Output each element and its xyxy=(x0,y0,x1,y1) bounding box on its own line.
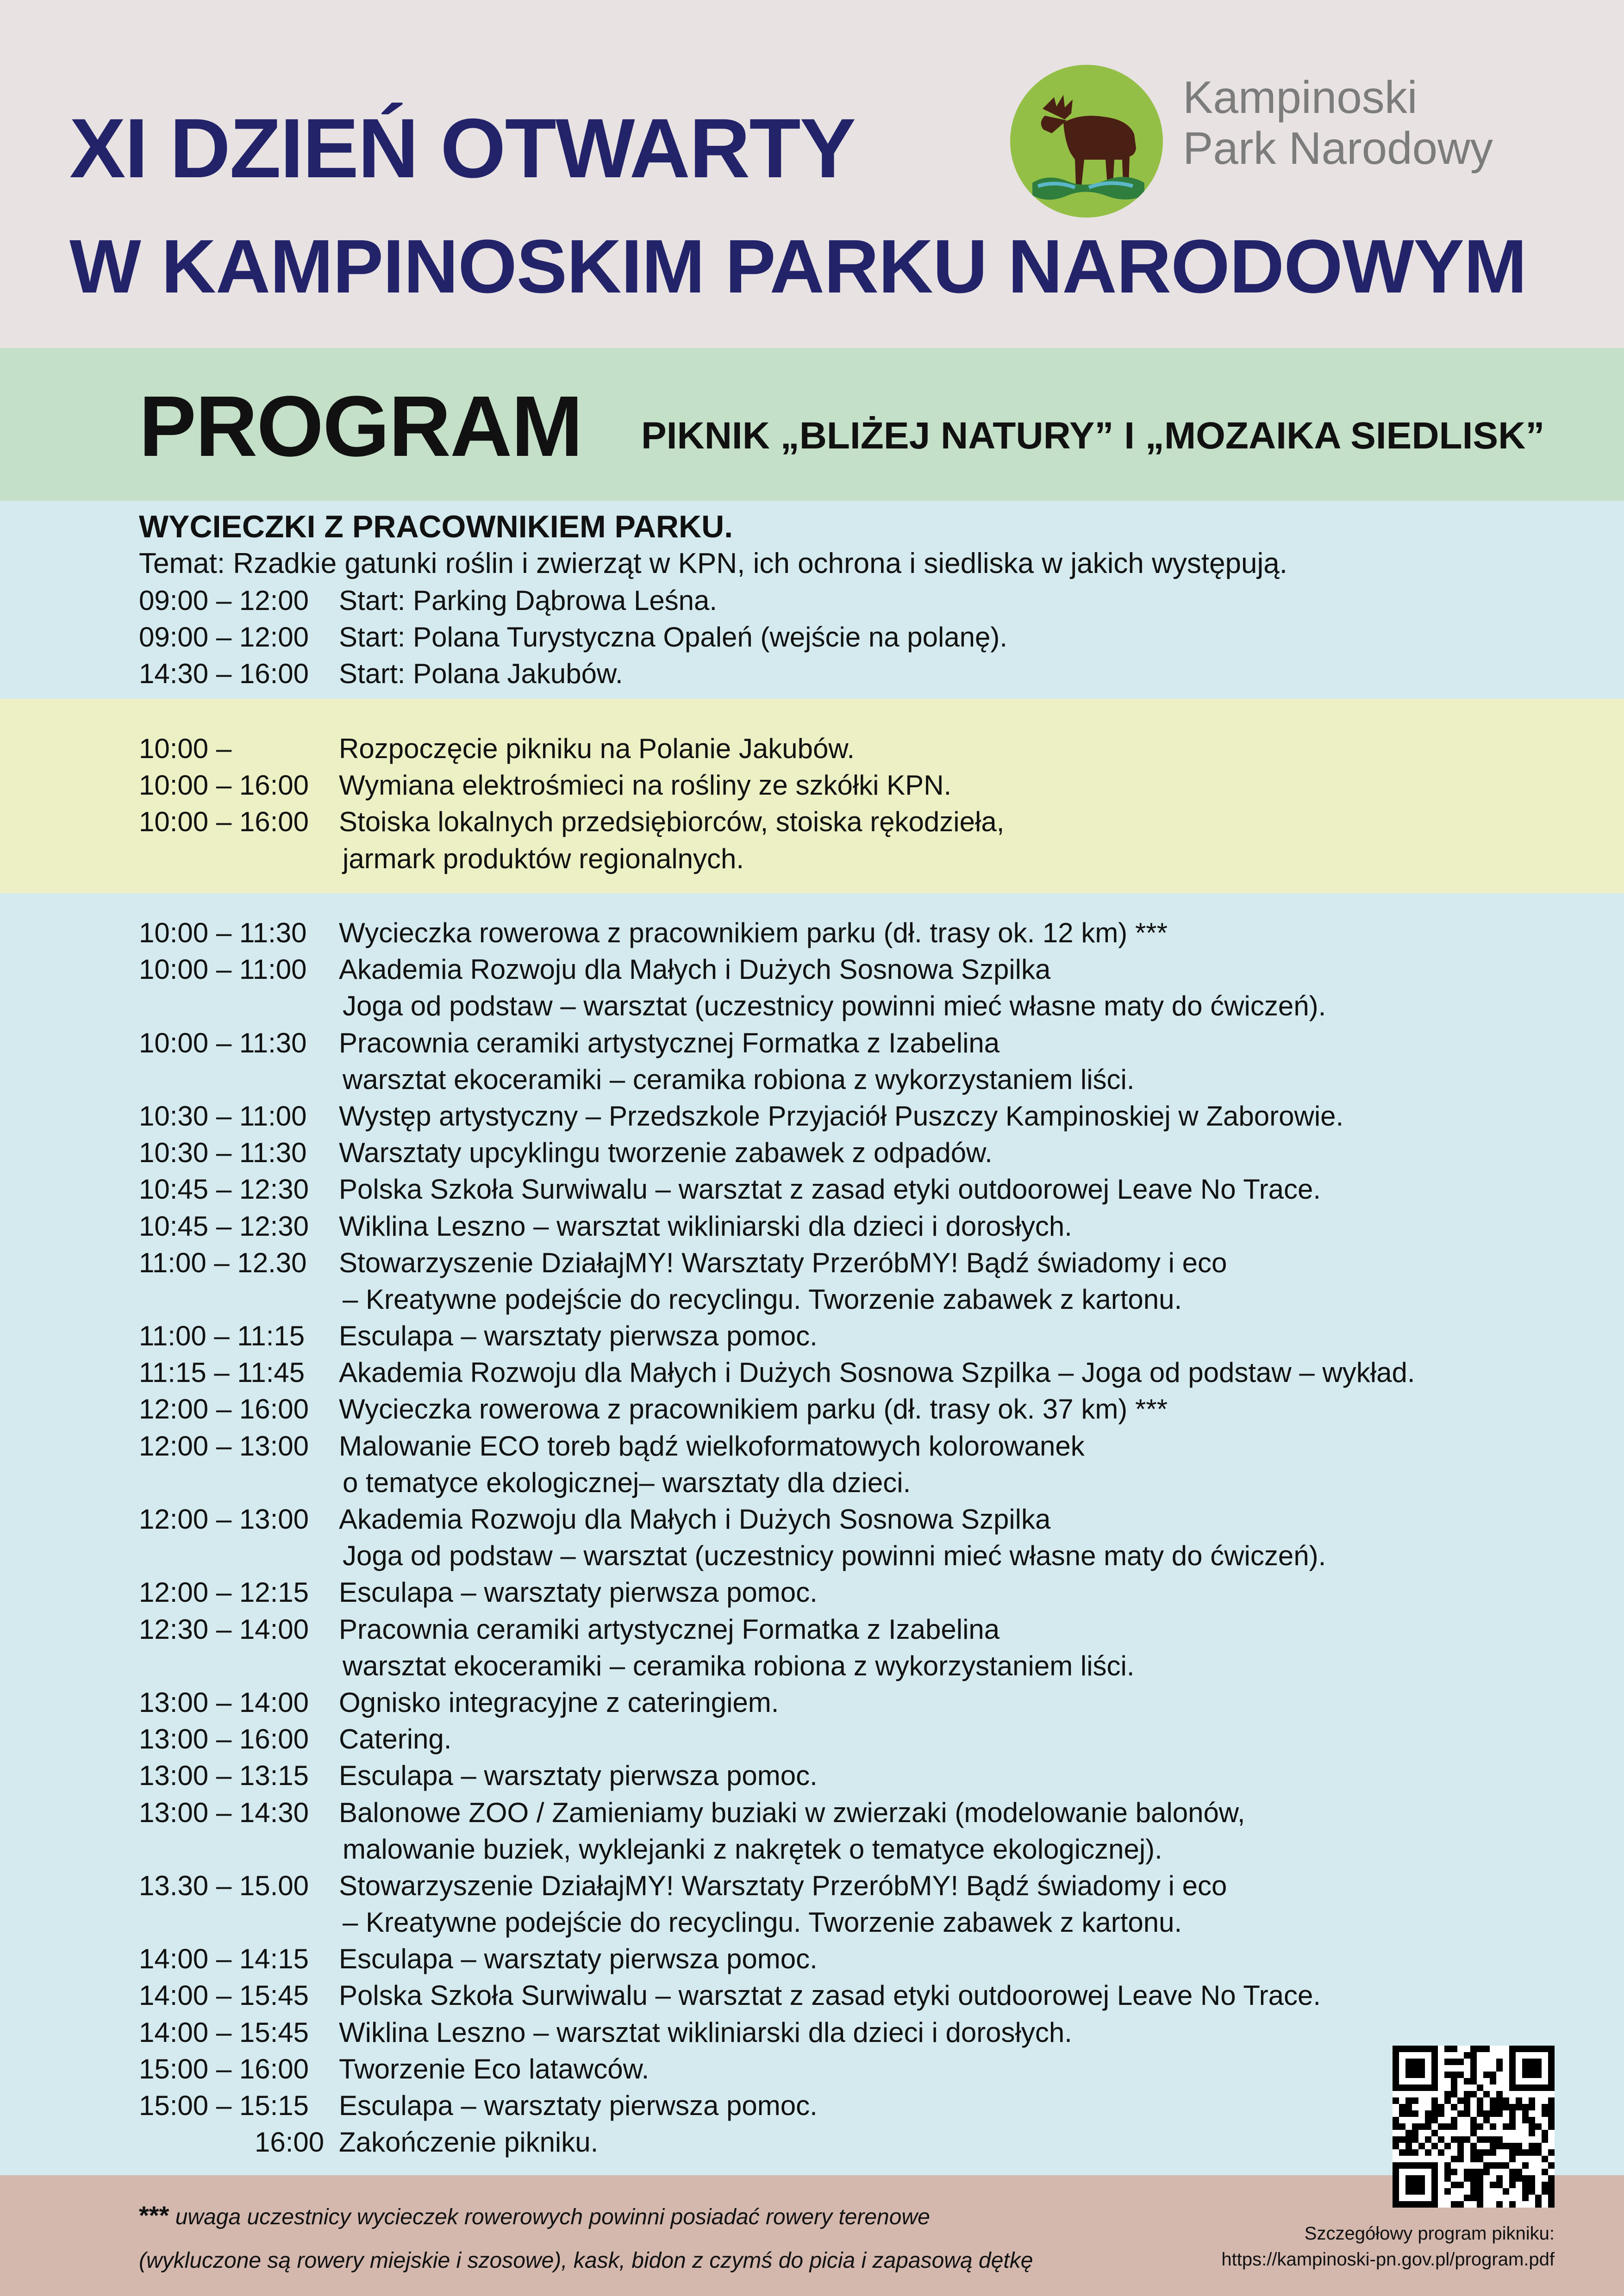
main-title-line2: W KAMPINOSKIM PARKU NARODOWYM xyxy=(69,224,1527,309)
schedule-time: 10:00 – 11:30 xyxy=(139,1027,307,1058)
schedule-time: 13:00 – 14:30 xyxy=(139,1797,309,1828)
schedule-description: Stowarzyszenie DziałajMY! Warsztaty PrzeróbMY! Bądź świadomy i eco xyxy=(339,1870,1227,1901)
schedule-time: 10:45 – 12:30 xyxy=(139,1210,309,1242)
schedule-description: Wymiana elektrośmieci na rośliny ze szkółki KPN. xyxy=(339,770,952,801)
schedule-description: Start: Polana Jakubów. xyxy=(339,658,623,690)
footer-note-text1: uwaga uczestnicy wycieczek rowerowych powinni posiadać rowery terenowe xyxy=(169,2205,930,2229)
schedule-description: Esculapa – warsztaty pierwsza pomoc. xyxy=(339,2090,818,2121)
schedule-time: 12:00 – 13:00 xyxy=(139,1504,309,1535)
footer-note-line2: (wykluczone są rowery miejskie i szosowe), kask, bidon z czymś do picia i zapasową dętkę xyxy=(139,2248,1033,2273)
schedule-description: Wycieczka rowerowa z pracownikiem parku (dł. trasy ok. 12 km) *** xyxy=(339,917,1168,948)
schedule-description: Wycieczka rowerowa z pracownikiem parku (dł. trasy ok. 37 km) *** xyxy=(339,1394,1168,1425)
schedule-time: 16:00 xyxy=(255,2127,325,2158)
schedule-time: 09:00 – 12:00 xyxy=(139,585,309,616)
schedule-description: Catering. xyxy=(339,1724,452,1755)
qr-code[interactable] xyxy=(1393,2046,1555,2208)
schedule-time: 15:00 – 15:15 xyxy=(139,2090,309,2121)
schedule-time: 13.30 – 15.00 xyxy=(139,1870,309,1901)
schedule-time: 13:00 – 16:00 xyxy=(139,1724,309,1755)
moose-icon xyxy=(1010,65,1163,218)
schedule-description: Start: Polana Turystyczna Opaleń (wejście na polanę). xyxy=(339,622,1008,653)
schedule-time: 10:00 – 16:00 xyxy=(139,770,309,801)
schedule-description: o tematyce ekologicznej– warsztaty dla dzieci. xyxy=(343,1467,911,1498)
footer-link-label: Szczegółowy program pikniku: xyxy=(1304,2223,1555,2244)
footer-note xyxy=(139,2194,1033,2283)
schedule-time: 10:00 – 11:00 xyxy=(139,954,307,985)
schedule-description: Występ artystyczny – Przedszkole Przyjaciół Puszczy Kampinoskiej w Zaborowie. xyxy=(339,1100,1344,1132)
schedule-description: Tworzenie Eco latawców. xyxy=(339,2053,650,2084)
schedule-description: Polska Szkoła Surwiwalu – warsztat z zasad etyki outdoorowej Leave No Trace. xyxy=(339,1174,1321,1205)
schedule-time: 12:30 – 14:00 xyxy=(139,1613,309,1645)
schedule-time: 11:00 – 12.30 xyxy=(139,1247,307,1278)
schedule-description: Esculapa – warsztaty pierwsza pomoc. xyxy=(339,1577,818,1608)
schedule-time: 09:00 – 12:00 xyxy=(139,622,309,653)
schedule-description: warsztat ekoceramiki – ceramika robiona z wykorzystaniem liści. xyxy=(343,1064,1135,1095)
schedule-time: 11:15 – 11:45 xyxy=(139,1357,305,1388)
footer-note-stars: *** xyxy=(139,2201,169,2230)
schedule-description: Joga od podstaw – warsztat (uczestnicy powinni mieć własne maty do ćwiczeń). xyxy=(343,990,1326,1022)
schedule-time: 14:00 – 15:45 xyxy=(139,1980,309,2011)
schedule-description: Esculapa – warsztaty pierwsza pomoc. xyxy=(339,1320,818,1352)
trips-heading: WYCIECZKI Z PRACOWNIKIEM PARKU. xyxy=(139,509,733,544)
schedule-description: Pracownia ceramiki artystycznej Formatka z Izabelina xyxy=(339,1027,1000,1058)
schedule-description: – Kreatywne podejście do recyclingu. Tworzenie zabawek z kartonu. xyxy=(343,1283,1182,1315)
schedule-time: 10:30 – 11:00 xyxy=(139,1100,307,1132)
schedule-description: Rozpoczęcie pikniku na Polanie Jakubów. xyxy=(339,733,855,764)
trips-topic: Temat: Rzadkie gatunki roślin i zwierząt w KPN, ich ochrona i siedliska w jakich występują. xyxy=(139,548,1287,579)
schedule-time: 11:00 – 11:15 xyxy=(139,1320,305,1352)
schedule-description: Polska Szkoła Surwiwalu – warsztat z zasad etyki outdoorowej Leave No Trace. xyxy=(339,1980,1321,2011)
park-name xyxy=(1183,72,1493,174)
main-title-line1: XI DZIEŃ OTWARTY xyxy=(69,101,855,195)
schedule-description: Akademia Rozwoju dla Małych i Dużych Sosnowa Szpilka xyxy=(339,954,1051,985)
park-name-line1: Kampinoski xyxy=(1183,72,1418,123)
footer-link-url[interactable]: https://kampinoski-pn.gov.pl/program.pdf xyxy=(1221,2249,1555,2270)
schedule-time: 13:00 – 13:15 xyxy=(139,1760,309,1792)
schedule-description: malowanie buziek, wyklejanki z nakrętek o tematyce ekologicznej). xyxy=(343,1833,1162,1865)
schedule-time: 10:00 – 11:30 xyxy=(139,917,307,948)
schedule-description: Akademia Rozwoju dla Małych i Dużych Sosnowa Szpilka – Joga od podstaw – wykład. xyxy=(339,1357,1415,1388)
program-title: PROGRAM xyxy=(139,379,582,474)
schedule-description: Stoiska lokalnych przedsiębiorców, stoiska rękodzieła, xyxy=(339,806,1005,838)
schedule-description: Balonowe ZOO / Zamieniamy buziaki w zwierzaki (modelowanie balonów, xyxy=(339,1797,1245,1828)
schedule-time: 10:30 – 11:30 xyxy=(139,1137,307,1169)
schedule-time: 15:00 – 16:00 xyxy=(139,2053,309,2084)
schedule-time: 10:00 – xyxy=(139,733,232,764)
schedule-time: 14:30 – 16:00 xyxy=(139,658,309,690)
schedule-description: Esculapa – warsztaty pierwsza pomoc. xyxy=(339,1760,818,1792)
schedule-time: 12:00 – 12:15 xyxy=(139,1577,309,1608)
footer-link-block xyxy=(1221,2221,1555,2272)
schedule-description: Warsztaty upcyklingu tworzenie zabawek z odpadów. xyxy=(339,1137,993,1169)
schedule-time: 13:00 – 14:00 xyxy=(139,1686,309,1718)
schedule-description: Esculapa – warsztaty pierwsza pomoc. xyxy=(339,1943,818,1975)
schedule-time: 12:00 – 16:00 xyxy=(139,1394,309,1425)
schedule-description: Malowanie ECO toreb bądź wielkoformatowych kolorowanek xyxy=(339,1430,1085,1462)
schedule-description: Stowarzyszenie DziałajMY! Warsztaty PrzeróbMY! Bądź świadomy i eco xyxy=(339,1247,1227,1278)
schedule-description: Zakończenie pikniku. xyxy=(339,2127,599,2158)
schedule-time: 10:45 – 12:30 xyxy=(139,1174,309,1205)
trips-section xyxy=(139,508,1287,582)
schedule-description: warsztat ekoceramiki – ceramika robiona z wykorzystaniem liści. xyxy=(343,1650,1135,1681)
qr-code-icon xyxy=(1393,2046,1555,2208)
schedule-time: 14:00 – 15:45 xyxy=(139,2016,309,2048)
schedule-time: 10:00 – 16:00 xyxy=(139,806,309,838)
schedule-description: Wiklina Leszno – warsztat wikliniarski dla dzieci i dorosłych. xyxy=(339,1210,1072,1242)
park-logo xyxy=(1010,65,1163,218)
schedule-description: jarmark produktów regionalnych. xyxy=(343,843,744,874)
schedule-description: Ognisko integracyjne z cateringiem. xyxy=(339,1686,779,1718)
park-name-line2: Park Narodowy xyxy=(1183,123,1493,174)
picnic-subtitle: PIKNIK „BLIŻEJ NATURY” I „MOZAIKA SIEDLISK” xyxy=(641,415,1545,457)
schedule-description: Start: Parking Dąbrowa Leśna. xyxy=(339,585,718,616)
schedule-description: Joga od podstaw – warsztat (uczestnicy powinni mieć własne maty do ćwiczeń). xyxy=(343,1540,1326,1572)
schedule-description: Pracownia ceramiki artystycznej Formatka z Izabelina xyxy=(339,1613,1000,1645)
schedule-time: 14:00 – 14:15 xyxy=(139,1943,309,1975)
schedule-description: Akademia Rozwoju dla Małych i Dużych Sosnowa Szpilka xyxy=(339,1504,1051,1535)
schedule-description: Wiklina Leszno – warsztat wikliniarski dla dzieci i dorosłych. xyxy=(339,2016,1072,2048)
footer-note-line1 xyxy=(139,2194,1033,2239)
schedule-time: 12:00 – 13:00 xyxy=(139,1430,309,1462)
schedule-description: – Kreatywne podejście do recyclingu. Tworzenie zabawek z kartonu. xyxy=(343,1907,1182,1938)
